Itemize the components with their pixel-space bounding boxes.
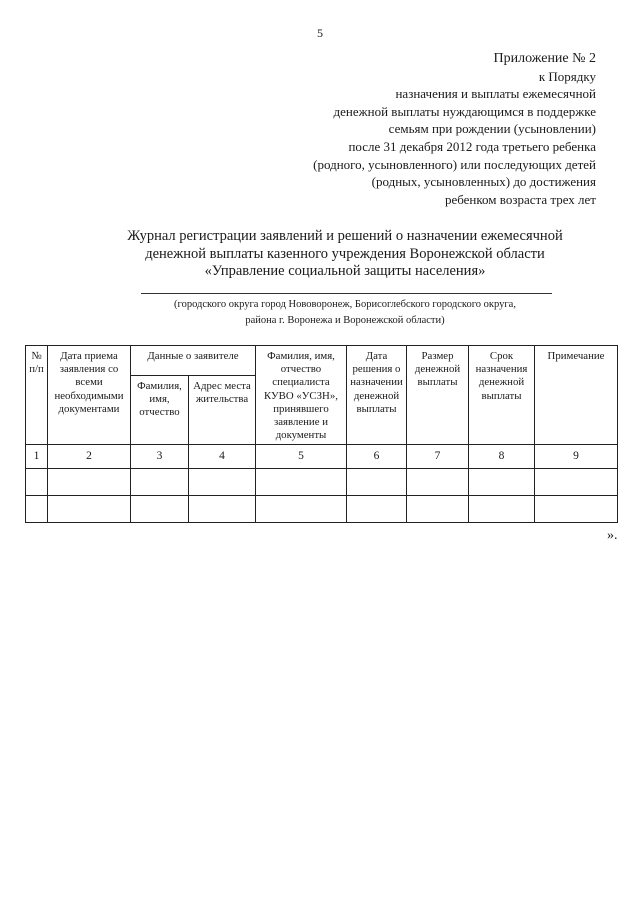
header-row (26, 346, 618, 376)
subnote (130, 297, 560, 329)
column-number-row (26, 445, 618, 469)
header-cell-payment-amount: Размер денежной выплаты (407, 346, 469, 445)
appendix-line: денежной выплаты нуждающимся в поддержке (333, 103, 596, 119)
column-number-cell: 3 (131, 445, 189, 469)
journal-title-line: денежной выплаты казенного учреждения Воронежской области (145, 245, 545, 262)
table-cell (407, 469, 469, 496)
journal-title-line: «Управление социальной защиты населения» (204, 263, 486, 279)
header-cell-applicant-group: Данные о заявителе (131, 346, 256, 376)
appendix-line: семьям при рождении (усыновлении) (388, 121, 596, 137)
table-cell (407, 496, 469, 523)
table-cell (131, 496, 189, 523)
table-row (26, 469, 618, 496)
column-number-cell: 1 (26, 445, 48, 469)
table-cell (256, 469, 347, 496)
header-cell-note: Примечание (535, 346, 618, 445)
header-cell-decision-date: Дата решения о назначении денежной выплаты (347, 346, 407, 445)
table-cell (469, 496, 535, 523)
table-cell (189, 469, 256, 496)
table-cell (535, 469, 618, 496)
appendix-line: (родного, усыновленного) или последующих детей (313, 156, 596, 172)
subnote-line: района г. Воронежа и Воронежской области) (245, 315, 445, 326)
column-number-cell: 2 (48, 445, 131, 469)
page-number: 5 (317, 26, 323, 40)
column-number-cell: 5 (256, 445, 347, 469)
appendix-line: ребенком возраста трех лет (444, 191, 596, 207)
appendix-line: после 31 декабря 2012 года третьего ребенка (348, 138, 596, 154)
subnote-line: (городского округа город Нововоронеж, Борисоглебского городского округа, (174, 299, 516, 310)
header-cell-applicant-name: Фамилия, имя, отчество (131, 376, 189, 445)
closing-quote-mark: ». (607, 528, 618, 543)
table-cell (48, 469, 131, 496)
column-number-cell: 7 (407, 445, 469, 469)
appendix-block (266, 50, 596, 208)
appendix-line: к Порядку (538, 68, 596, 84)
table-cell (131, 469, 189, 496)
table-cell (256, 496, 347, 523)
header-cell-payment-term: Срок назначения денежной выплаты (469, 346, 535, 445)
appendix-line: (родных, усыновленных) до достижения (371, 174, 596, 190)
table-cell (48, 496, 131, 523)
table-cell (189, 496, 256, 523)
journal-title-line: Журнал регистрации заявлений и решений о назначении ежемесячной (127, 228, 563, 244)
column-number-cell: 6 (347, 445, 407, 469)
header-cell-date-received: Дата приема заявления со всеми необходимыми документами (48, 346, 131, 445)
table-row (26, 496, 618, 523)
fill-in-line (141, 293, 552, 294)
header-cell-specialist: Фамилия, имя, отчество специалиста КУВО «УСЗН», принявшего заявление и документы (256, 346, 347, 445)
table-cell (469, 469, 535, 496)
table-cell (26, 469, 48, 496)
column-number-cell: 4 (189, 445, 256, 469)
table-cell (347, 469, 407, 496)
journal-title (110, 228, 580, 281)
journal-table (25, 345, 618, 523)
appendix-line: назначения и выплаты ежемесячной (395, 86, 596, 102)
table-cell (347, 496, 407, 523)
column-number-cell: 9 (535, 445, 618, 469)
header-cell-applicant-address: Адрес места жительства (189, 376, 256, 445)
table-cell (26, 496, 48, 523)
header-cell-number: № п/п (26, 346, 48, 445)
table-cell (535, 496, 618, 523)
column-number-cell: 8 (469, 445, 535, 469)
appendix-line: Приложение № 2 (493, 51, 596, 66)
